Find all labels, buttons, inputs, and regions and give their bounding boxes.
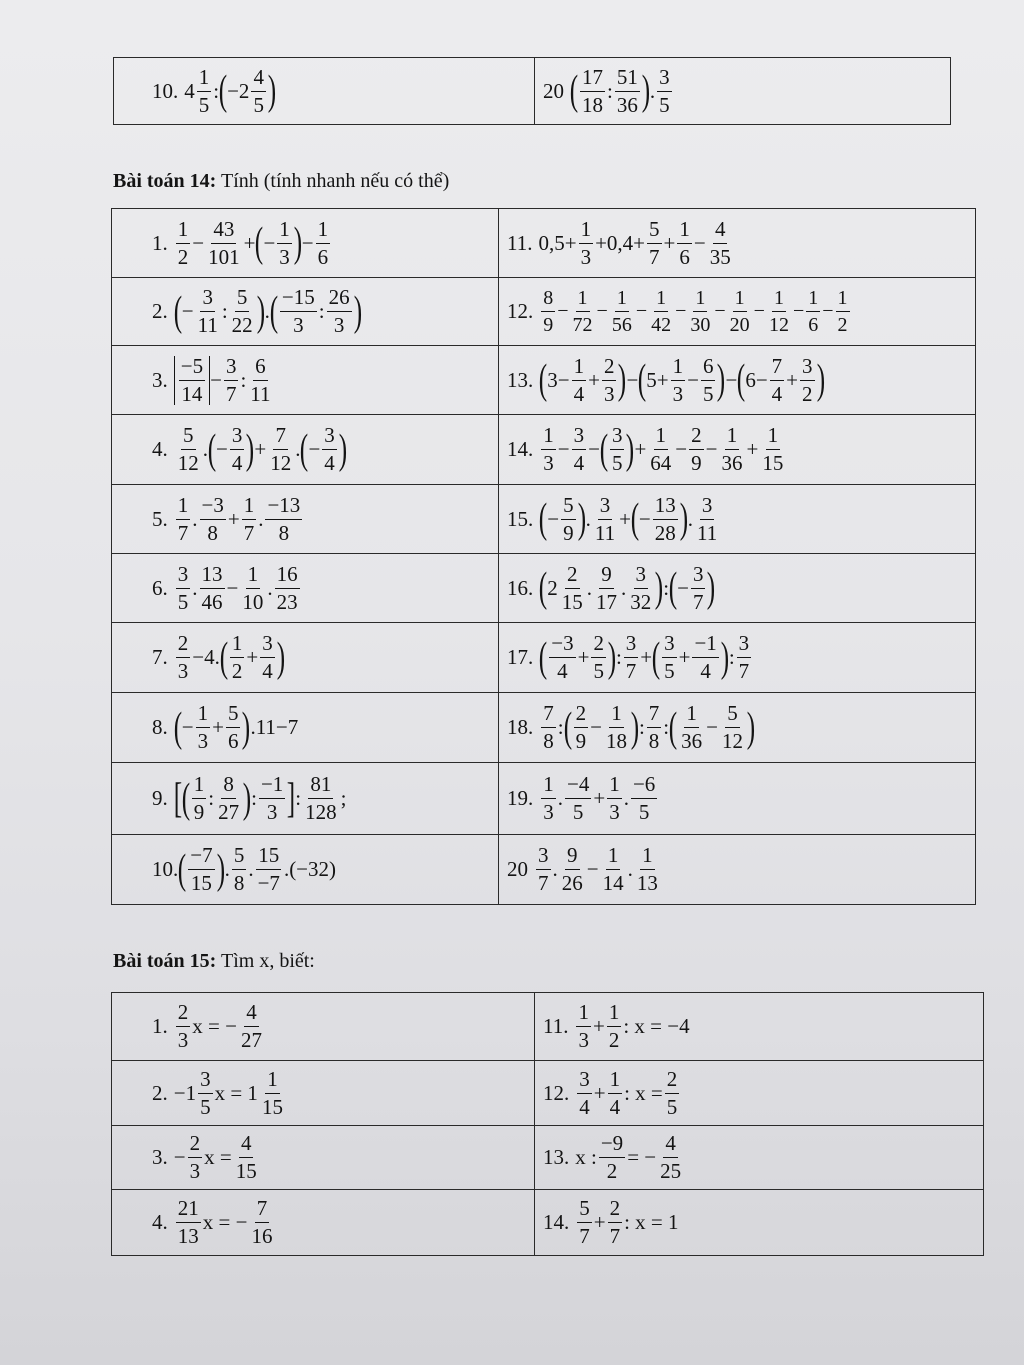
exercise-15-table [111,992,984,1256]
problem-cell [112,209,499,278]
table-row [112,1061,984,1126]
problem-cell [499,346,976,415]
table-row [112,346,976,415]
math-expression: 2. ( − $\frac{3}{11}$ : $\frac{5}{22}$ ) . ( $\frac{-15}{3}$ : $\frac{26}{3}$ ) [152,285,362,337]
table-row [112,1190,984,1256]
math-expression: 9. [ ( $\frac{1}{9}$ : $\frac{8}{27}$ ) : $\frac{-1}{3}$ ] : $\frac{81}{128}$ ; [152,772,347,824]
table-row [112,1126,984,1190]
problem-cell [112,623,499,693]
problem-cell [499,693,976,763]
math-expression: 10. 4 $\frac{1}{5}$ : ( −2 $\frac{4}{5}$ ) [152,64,277,117]
math-expression: 3. $\frac{-5}{14}$ − $\frac{3}{7}$ : $\frac{6}{11}$ [152,353,271,406]
problem-cell [112,763,499,835]
problem-cell [499,554,976,623]
problem-cell [112,415,499,485]
math-expression: 1. $\frac{1}{2}$ − $\frac{43}{101}$ + ( − $\frac{1}{3}$ ) − $\frac{1}{6}$ [152,216,329,269]
problem-cell [112,554,499,623]
problem-cell [499,485,976,554]
problem-cell [535,58,951,125]
table-row [112,993,984,1061]
math-expression: 8. ( − $\frac{1}{3}$ + $\frac{5}{6}$ ) .11−7 [152,701,299,753]
math-expression: 2. −1 $\frac{3}{5}$ x = 1 $\frac{1}{15}$ [152,1066,283,1119]
math-expression: 19. $\frac{1}{3}$ . $\frac{-4}{5}$ + $\frac{1}{3}$ . $\frac{-6}{5}$ [507,772,656,824]
math-expression: 13. ( 3− $\frac{1}{4}$ + $\frac{2}{3}$ ) − ( 5+ $\frac{1}{3}$ − $\frac{6}{5}$ ) − ( 6− $\frac{7}{4}$ + $\frac{3}{2}$ ) [507,353,825,406]
problem-cell [112,346,499,415]
math-expression: 12. $\frac{8}{9}$ − $\frac{1}{72}$ − $\frac{1}{56}$ − $\frac{1}{42}$ − $\frac{1}{30}$ − $\frac{1}{20}$ − $\frac{1}{12}$ − $\frac{1}{6}$ − $\frac{1}{2}$ [507,287,848,336]
math-expression: 11. 0,5+ $\frac{1}{3}$ +0,4+ $\frac{5}{7}$ + $\frac{1}{6}$ − $\frac{4}{35}$ [507,216,731,269]
problem-cell [112,693,499,763]
problem-cell [499,278,976,346]
exercise-13-table-tail [113,57,951,125]
math-expression: 11. $\frac{1}{3}$ + $\frac{1}{2}$ : x = −4 [543,1000,690,1052]
math-expression: 5. $\frac{1}{7}$ . $\frac{-3}{8}$ + $\frac{1}{7}$ . $\frac{-13}{8}$ [152,492,301,545]
exercise-15-heading: Bài toán 15: Tìm x, biết: [113,950,315,972]
math-expression: 6. $\frac{3}{5}$ . $\frac{13}{46}$ − $\frac{1}{10}$ . $\frac{16}{23}$ [152,561,298,614]
table-row [112,763,976,835]
math-expression: 7. $\frac{2}{3}$ −4. ( $\frac{1}{2}$ + $\frac{3}{4}$ ) [152,631,285,683]
problem-cell [535,1061,984,1126]
problem-cell [535,1190,984,1256]
problem-cell [112,1190,535,1256]
table-row [112,693,976,763]
problem-cell [499,763,976,835]
problem-cell [114,58,535,125]
math-expression: 12. $\frac{3}{4}$ + $\frac{1}{4}$ : x = $\frac{2}{5}$ [543,1066,678,1119]
table-row [112,835,976,905]
problem-cell [112,835,499,905]
problem-cell [535,993,984,1061]
table-row [112,554,976,623]
math-expression: 15. ( − $\frac{5}{9}$ ) . $\frac{3}{11}$ + ( − $\frac{13}{28}$ ) . $\frac{3}{11}$ [507,492,718,545]
table-row [112,623,976,693]
math-expression: 17. ( $\frac{-3}{4}$ + $\frac{2}{5}$ ) : $\frac{3}{7}$ + ( $\frac{3}{5}$ + $\frac{-1}{4}$ ) : $\frac{3}{7}$ [507,631,750,683]
problem-cell [535,1126,984,1190]
table-row [114,58,951,125]
table-row [112,209,976,278]
math-expression: 16. ( 2 $\frac{2}{15}$ . $\frac{9}{17}$ . $\frac{3}{32}$ ) : ( − $\frac{3}{7}$ ) [507,561,716,614]
math-expression: 10. ( $\frac{-7}{15}$ ) . $\frac{5}{8}$ . $\frac{15}{-7}$ .(−32) [152,843,337,895]
math-expression: 4. $\frac{21}{13}$ x = − $\frac{7}{16}$ [152,1196,273,1248]
exercise-14-heading: Bài toán 14: Tính (tính nhanh nếu có thể) [113,170,450,192]
math-expression: 20 ( $\frac{17}{18}$ : $\frac{51}{36}$ ) . $\frac{3}{5}$ [543,64,670,117]
problem-cell [499,209,976,278]
exercise-14-table [111,208,976,905]
table-row [112,278,976,346]
problem-cell [499,623,976,693]
problem-cell [112,993,535,1061]
problem-cell [112,1061,535,1126]
math-expression: 14. $\frac{1}{3}$ − $\frac{3}{4}$ − ( $\frac{3}{5}$ ) + $\frac{1}{64}$ − $\frac{2}{9}$ − $\frac{1}{36}$ + $\frac{1}{15}$ [507,423,784,475]
problem-cell [499,835,976,905]
math-expression: 20 $\frac{3}{7}$ . $\frac{9}{26}$ − $\frac{1}{14}$ . $\frac{1}{13}$ [507,843,658,895]
math-expression: 4. $\frac{5}{12}$ . ( − $\frac{3}{4}$ ) + $\frac{7}{12}$ . ( − $\frac{3}{4}$ ) [152,423,347,475]
problem-cell [112,1126,535,1190]
table-row [112,415,976,485]
math-expression: 13. x : $\frac{-9}{2}$ = − $\frac{4}{25}$ [543,1131,682,1183]
problem-cell [112,485,499,554]
math-expression: 14. $\frac{5}{7}$ + $\frac{2}{7}$ : x = 1 [543,1196,679,1248]
problem-cell [499,415,976,485]
math-expression: 1. $\frac{2}{3}$ x = − $\frac{4}{27}$ [152,1000,262,1052]
math-expression: 18. $\frac{7}{8}$ : ( $\frac{2}{9}$ − $\frac{1}{18}$ ) : $\frac{7}{8}$ : ( $\frac{1}{36}$ − $\frac{5}{12}$ ) [507,701,756,753]
math-expression: 3. − $\frac{2}{3}$ x = $\frac{4}{15}$ [152,1131,257,1183]
problem-cell [112,278,499,346]
table-row [112,485,976,554]
